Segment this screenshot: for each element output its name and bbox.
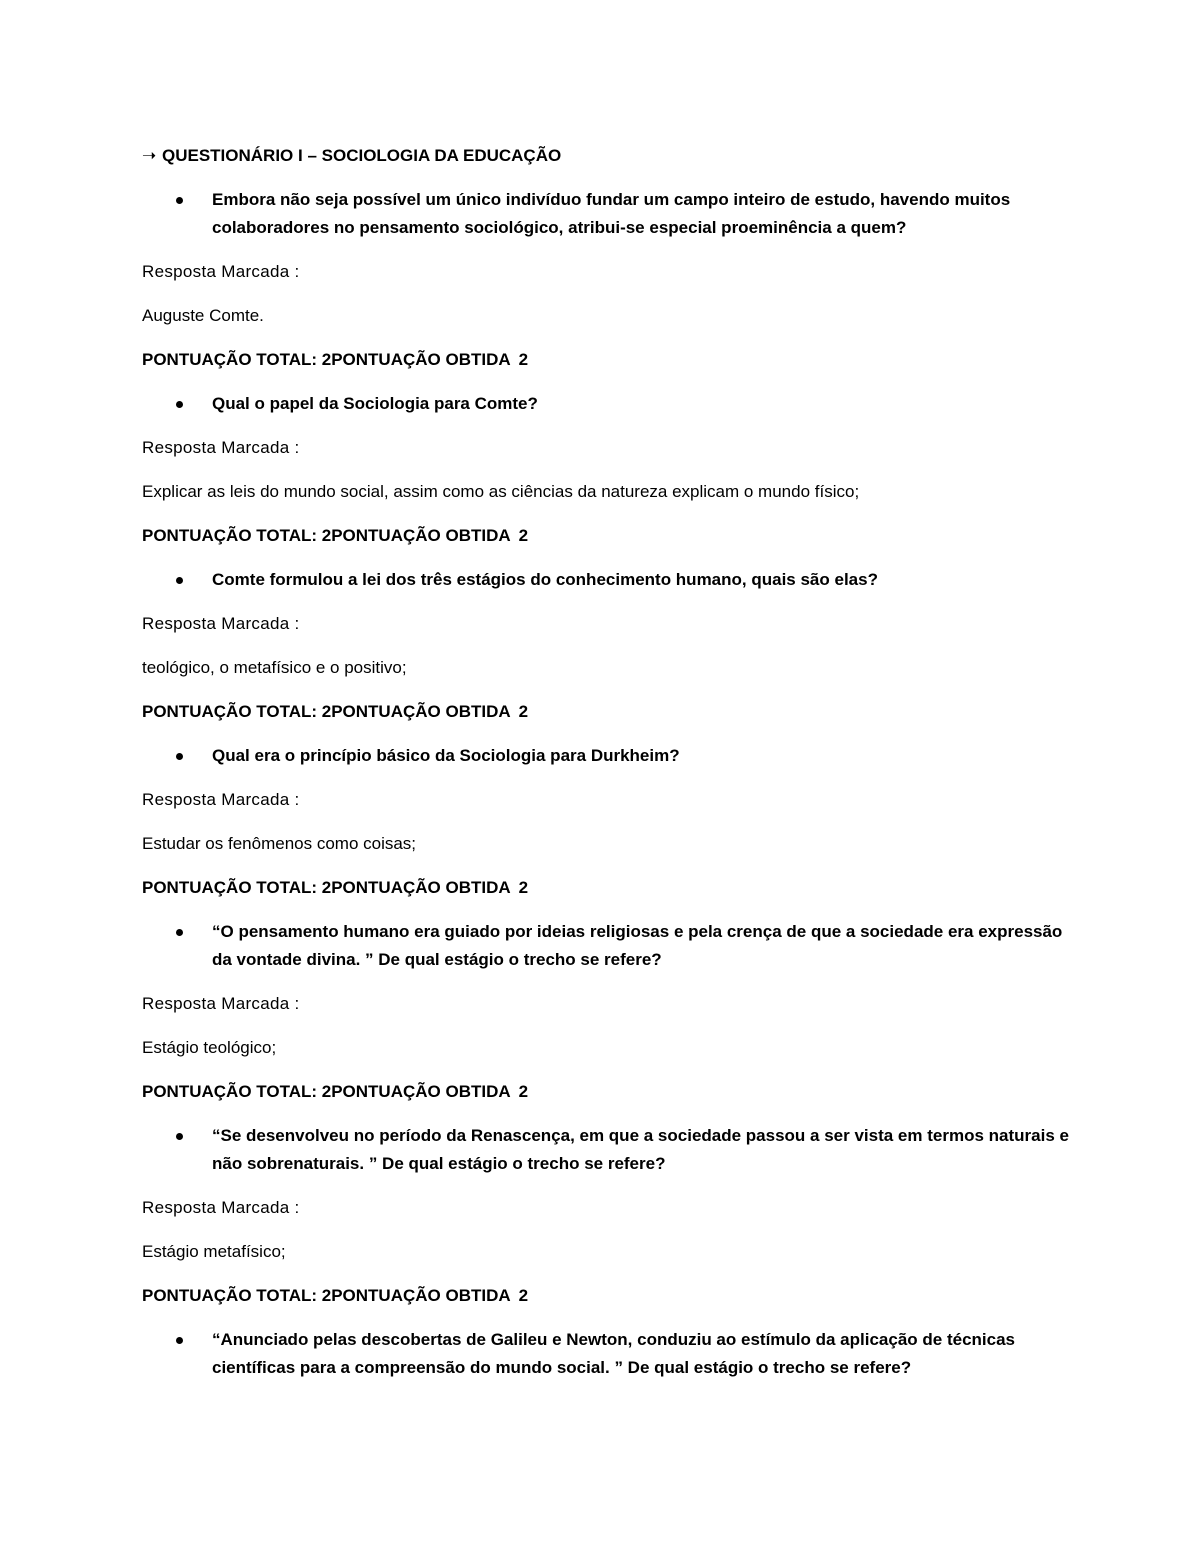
score-obtained-label: PONTUAÇÃO OBTIDA [331,350,511,369]
bullet-icon [176,929,183,936]
score-line [142,522,1072,550]
arrow-icon: ➝ [142,146,157,165]
question-item [142,186,1072,242]
score-obtained-value: 2 [518,526,529,545]
score-obtained-value: 2 [518,878,529,897]
score-obtained-value: 2 [518,1082,529,1101]
question-text: Qual o papel da Sociologia para Comte? [212,394,538,413]
answer-text: Estudar os fenômenos como coisas; [142,834,417,853]
question-item [142,742,1072,770]
document-title [142,142,1072,170]
answer-text: Auguste Comte. [142,306,264,325]
score-obtained-label: PONTUAÇÃO OBTIDA [331,526,511,545]
score-line [142,874,1072,902]
score-obtained-label: PONTUAÇÃO OBTIDA [331,1286,511,1305]
score-obtained-value: 2 [518,1286,529,1305]
bullet-icon [176,401,183,408]
bullet-icon [176,577,183,584]
score-obtained-label: PONTUAÇÃO OBTIDA [331,702,511,721]
answer-label: Resposta Marcada : [142,790,300,809]
answer-text: Estágio teológico; [142,1038,277,1057]
score-obtained-value: 2 [518,350,529,369]
answer-text: teológico, o metafísico e o positivo; [142,658,407,677]
question-item [142,918,1072,974]
score-obtained-label: PONTUAÇÃO OBTIDA [331,878,511,897]
score-line [142,346,1072,374]
score-obtained-label: PONTUAÇÃO OBTIDA [331,1082,511,1101]
score-line [142,698,1072,726]
score-total: PONTUAÇÃO TOTAL: 2 [142,1082,332,1101]
score-line [142,1282,1072,1310]
answer-text: Estágio metafísico; [142,1242,286,1261]
bullet-icon [176,197,183,204]
answer-text: Explicar as leis do mundo social, assim como as ciências da natureza explicam o mundo físico; [142,482,860,501]
score-total: PONTUAÇÃO TOTAL: 2 [142,526,332,545]
score-line [142,1078,1072,1106]
question-text: Comte formulou a lei dos três estágios do conhecimento humano, quais são elas? [212,570,878,589]
bullet-icon [176,1337,183,1344]
bullet-icon [176,1133,183,1140]
question-text: Qual era o princípio básico da Sociologia para Durkheim? [212,746,680,765]
answer-label: Resposta Marcada : [142,262,300,281]
question-text: “O pensamento humano era guiado por ideias religiosas e pela crença de que a sociedade era expressão da vontade divina. ” De qual estágio o trecho se refere? [212,922,1063,969]
answer-label: Resposta Marcada : [142,1198,300,1217]
answer-label: Resposta Marcada : [142,438,300,457]
question-text: “Se desenvolveu no período da Renascença, em que a sociedade passou a ser vista em termos naturais e não sobrenaturais. ” De qual estágio o trecho se refere? [212,1126,1069,1173]
answer-label: Resposta Marcada : [142,994,300,1013]
score-total: PONTUAÇÃO TOTAL: 2 [142,702,332,721]
score-total: PONTUAÇÃO TOTAL: 2 [142,350,332,369]
answer-label: Resposta Marcada : [142,614,300,633]
score-obtained-value: 2 [518,702,529,721]
score-total: PONTUAÇÃO TOTAL: 2 [142,878,332,897]
document-page [142,142,1072,1398]
bullet-icon [176,753,183,760]
question-item [142,1122,1072,1178]
question-text: Embora não seja possível um único indivíduo fundar um campo inteiro de estudo, havendo muitos colaboradores no pensamento sociológico, atribui-se especial proeminência a quem? [212,190,1011,237]
question-item [142,566,1072,594]
question-item [142,1326,1072,1382]
score-total: PONTUAÇÃO TOTAL: 2 [142,1286,332,1305]
question-item [142,390,1072,418]
question-text: “Anunciado pelas descobertas de Galileu e Newton, conduziu ao estímulo da aplicação de técnicas científicas para a compreensão do mundo social. ” De qual estágio o trecho se refere? [212,1330,1015,1377]
document-title-text: QUESTIONÁRIO I – SOCIOLOGIA DA EDUCAÇÃO [162,146,562,165]
